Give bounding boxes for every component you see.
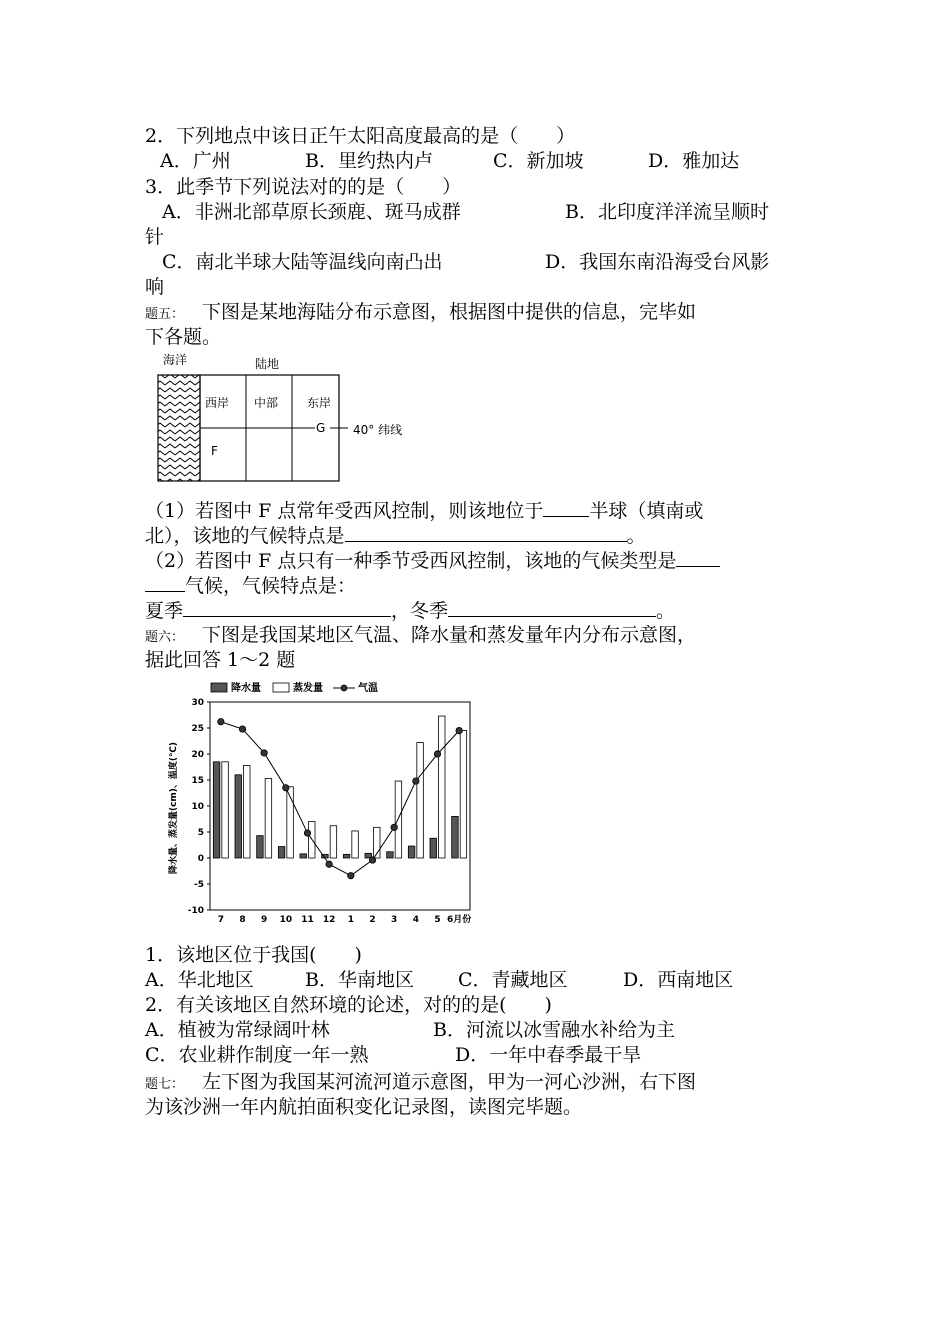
t5-q2-line2 [145,573,356,598]
t6-q2-line2 [145,1043,641,1067]
evap-bar [439,716,446,858]
x-tick-label: 7 [217,915,224,925]
t6-q2-option-a: A．植被为常绿阔叶林 [145,1019,330,1041]
t5-q2-line1 [145,548,720,573]
q2-option-c: C．新加坡 [493,150,584,172]
land-label: 陆地 [255,357,280,371]
x-tick-label: 5 [434,915,441,925]
t6-q1-option-d: D．西南地区 [623,969,734,991]
temp-point [304,830,310,836]
q3-line2: 针 [145,226,165,248]
q3-line3 [162,250,769,274]
t6-q1-stem: 1．该地区位于我国( ) [145,944,362,966]
evap-bar [265,778,272,858]
x-tick-label: 8 [239,915,246,925]
point-f: F [211,444,218,458]
precip-bar [235,775,242,858]
temp-point [413,778,419,784]
t7-text2: 为该沙洲一年内航拍面积变化记录图，读图完毕题。 [145,1096,583,1118]
t5-intro [145,300,696,327]
temp-point [326,861,332,867]
temp-point [434,751,440,757]
y-tick-label: 0 [197,854,204,864]
legend-evap-swatch [273,683,289,692]
q2-option-a: A．广州 [160,150,231,172]
evap-bar [222,762,229,858]
t6-q2-option-d: D．一年中春季最干旱 [455,1044,642,1066]
x-tick-label: 9 [261,915,268,925]
x-tick-label: 1 [347,915,354,925]
legend-precip-swatch [211,683,227,692]
temp-point [283,785,289,791]
point-g: G [316,421,326,435]
evap-bar [395,781,402,858]
temp-point [391,824,397,830]
t5-q1-line1 [145,498,703,523]
answer-blank-hemisphere[interactable] [543,498,589,517]
legend-precip-label: 降水量 [231,683,261,694]
y-tick-label: 20 [191,750,204,760]
evap-bar [352,831,359,858]
precip-bar [343,854,350,858]
t5-q2-text-a: （2）若图中 F 点只有一种季节受西风控制，该地的气候类型是 [145,550,677,572]
t5-q1-text-c: 北），该地的气候特点是 [145,525,345,547]
t6-label: 题六： [145,630,185,645]
t7-label: 题七： [145,1077,185,1092]
t7-intro [145,1070,696,1097]
y-tick-label: 5 [197,828,204,838]
temp-point [239,726,245,732]
t7-text1: 左下图为我国某河流河道示意图，甲为一河心沙洲，右下图 [202,1071,697,1093]
q3-option-d: D．我国东南沿海受台风影 [545,251,770,273]
evap-bar [460,731,467,858]
t6-q1-option-c: C．青藏地区 [458,969,568,991]
answer-blank-climate-type-a[interactable] [676,548,720,567]
temp-point [218,719,224,725]
q3-line1 [162,200,769,224]
precip-bar [452,816,459,858]
t5-q1-text-b: 半球（填南或 [589,500,704,522]
q2-options [160,149,739,173]
t5-q2-text-b: 气候，气候特点是： [185,575,357,597]
t6-q2-option-b: B．河流以冰雪融水补给为主 [433,1019,675,1041]
sea-land-diagram [155,352,425,488]
temp-point [369,857,375,863]
y-tick-label: 10 [191,802,204,812]
x-tick-label: 6月份 [447,915,472,925]
t6-text2: 据此回答 1～2 题 [145,649,296,671]
q3-option-b: B．北印度洋洋流呈顺时 [565,201,769,223]
t5-label: 题五： [145,307,185,322]
q2-option-b: B．里约热内卢 [305,150,433,172]
x-tick-label: 4 [412,915,419,925]
precip-bar [300,854,307,858]
q3-option-c: C．南北半球大陆等温线向南凸出 [162,251,443,273]
t6-intro [145,623,696,650]
t5-q1-text-d: 。 [626,525,646,547]
t5-q2-summer-label: 夏季 [145,600,184,622]
t6-q1-options [145,968,733,992]
y-tick-label: 30 [191,698,204,708]
precip-bar [408,846,415,858]
legend-temp-marker [341,685,347,691]
y-tick-label: -10 [187,906,204,916]
t6-text1: 下图是我国某地区气温、降水量和蒸发量年内分布示意图， [202,624,697,646]
evap-bar [330,826,337,858]
evap-bar [244,765,251,858]
legend-evap-label: 蒸发量 [293,683,323,694]
t6-q1-option-a: A．华北地区 [145,969,254,991]
precip-bar [430,838,437,858]
y-tick-label: -5 [194,880,204,890]
ocean-area [158,375,200,481]
chart-plot-area [188,698,472,925]
q2-option-d: D．雅加达 [648,150,740,172]
answer-blank-climate-type-b[interactable] [145,573,185,592]
west-coast-label: 西岸 [205,396,230,410]
q3-stem: 3．此季节下列说法对的的是（ ） [145,176,462,198]
latitude-label: 40° 纬线 [353,423,403,437]
q3-line4: 响 [145,276,165,298]
y-tick-label: 15 [191,776,204,786]
y-tick-label: 25 [191,724,204,734]
climate-chart [165,678,495,928]
answer-blank-summer[interactable] [183,598,391,617]
x-tick-label: 11 [301,915,314,925]
precip-bar [213,762,220,858]
ocean-label: 海洋 [163,353,188,367]
t5-q2-winter-label: ，冬季 [391,600,449,622]
x-tick-label: 12 [322,915,336,925]
y-axis-label: 降水量、蒸发量(cm)、温度(℃) [169,741,179,875]
q3-option-a: A．非洲北部草原长颈鹿、斑马成群 [162,201,461,223]
legend-temp-label: 气温 [358,683,378,694]
t6-q2-line1 [145,1018,675,1042]
precip-bar [278,847,285,858]
t5-q2-end: 。 [656,600,676,622]
q2-stem: 2．下列地点中该日正午太阳高度最高的是（ ） [145,125,576,147]
t5-text2: 下各题。 [145,326,222,348]
t5-q1-text-a: （1）若图中 F 点常年受西风控制，则该地位于 [145,500,544,522]
t5-q1-line2 [145,523,646,548]
east-coast-label: 东岸 [307,396,332,410]
middle-label: 中部 [254,396,279,410]
answer-blank-climate-feature[interactable] [345,523,627,542]
x-tick-label: 2 [369,915,376,925]
x-tick-label: 10 [279,915,293,925]
precip-bar [387,852,394,858]
answer-blank-winter[interactable] [448,598,656,617]
temp-point [456,727,462,733]
precip-bar [257,836,264,858]
t5-text1: 下图是某地海陆分布示意图，根据图中提供的信息，完毕如 [202,301,697,323]
evap-bar [417,743,424,858]
temp-point [261,750,267,756]
x-tick-label: 3 [391,915,398,925]
temp-point [348,872,354,878]
t6-q1-option-b: B．华南地区 [305,969,414,991]
t5-q2-line3 [145,598,675,623]
t6-q2-stem: 2．有关该地区自然环境的论述，对的的是( ) [145,994,552,1016]
chart-legend [211,681,378,694]
t6-q2-option-c: C．农业耕作制度一年一熟 [145,1044,369,1066]
